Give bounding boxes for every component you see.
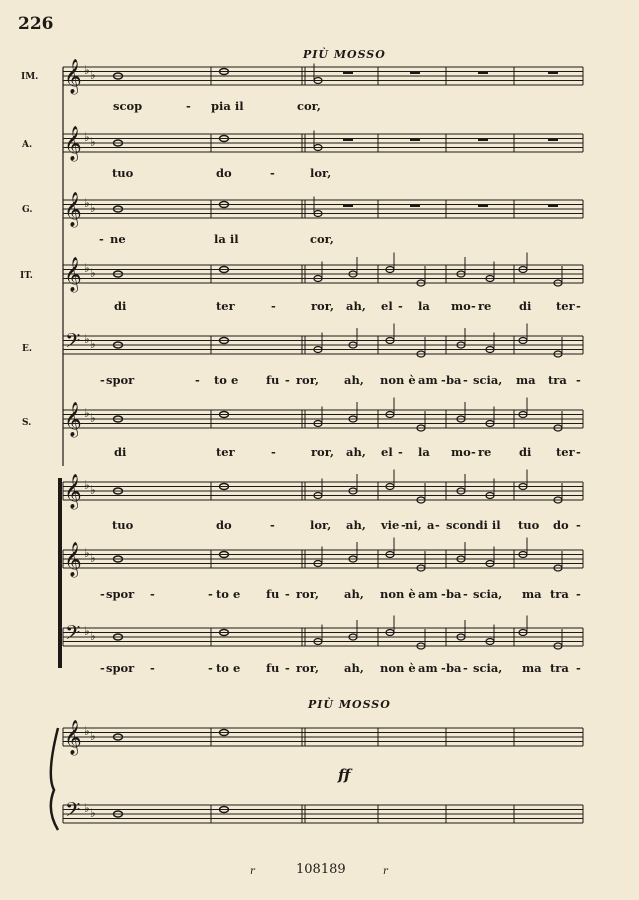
lyric-syllable: - — [100, 661, 105, 675]
flat-sign: ♭ — [84, 546, 90, 560]
lyric-syllable: fu — [266, 661, 280, 675]
lyric-syllable: ah, — [344, 587, 364, 601]
lyric-syllable: - — [285, 661, 290, 675]
lyric-syllable: ter — [216, 299, 235, 313]
lyric-syllable: ror, — [311, 445, 334, 459]
lyric-syllable: pia il — [211, 99, 244, 113]
rest — [548, 72, 558, 75]
lyric-syllable: - — [576, 373, 581, 387]
lyric-syllable: - — [463, 661, 468, 675]
lyric-syllable: tuo — [518, 518, 540, 532]
bass-clef: 𝄢 — [65, 798, 81, 826]
treble-clef: 𝄞 — [64, 474, 82, 509]
lyric-syllable: ba — [446, 373, 462, 387]
lyric-syllable: - — [398, 299, 403, 313]
rest — [478, 139, 488, 142]
lyric-syllable: la il — [214, 232, 239, 246]
lyric-syllable: scia, — [473, 373, 503, 387]
rest — [478, 72, 488, 75]
staff-label-im: IM. — [21, 72, 39, 82]
lyric-syllable: re — [478, 299, 492, 313]
lyric-syllable: el — [381, 445, 393, 459]
lyric-syllable: scia, — [473, 661, 503, 675]
flat-sign: ♭ — [84, 130, 90, 144]
lyric-syllable: ah, — [344, 661, 364, 675]
flat-sign: ♭ — [90, 729, 96, 743]
rest — [548, 139, 558, 142]
lyric-syllable: - — [441, 587, 446, 601]
lyric-syllable: ror, — [311, 299, 334, 313]
lyric-syllable: - — [441, 373, 446, 387]
lyric-syllable: - — [471, 445, 476, 459]
lyric-syllable: spor — [106, 587, 135, 601]
treble-clef: 𝄞 — [64, 126, 82, 161]
treble-clef: 𝄞 — [64, 542, 82, 577]
lyric-syllable: - — [285, 587, 290, 601]
treble-clef: 𝄞 — [64, 59, 82, 94]
lyric-syllable: scia, — [473, 587, 503, 601]
lyric-syllable: di — [114, 445, 127, 459]
choir-bracket — [58, 478, 62, 668]
lyric-syllable: vie — [381, 518, 400, 532]
lyric-syllable: - — [576, 661, 581, 675]
lyric-syllable: lor, — [310, 166, 332, 180]
lyric-syllable: - — [99, 232, 104, 246]
lyric-syllable: tuo — [112, 518, 134, 532]
flat-sign: ♭ — [90, 201, 96, 215]
rest — [478, 205, 488, 208]
flat-sign: ♭ — [90, 483, 96, 497]
flat-sign: ♭ — [90, 411, 96, 425]
lyric-syllable: - — [576, 587, 581, 601]
lyric-syllable: tuo — [112, 166, 134, 180]
lyric-syllable: - — [441, 661, 446, 675]
lyric-syllable: - — [150, 661, 155, 675]
rest — [410, 205, 420, 208]
lyric-syllable: ror, — [296, 661, 319, 675]
lyric-syllable: - — [270, 166, 275, 180]
lyric-syllable: ma — [522, 587, 542, 601]
lyric-syllable: to e — [216, 661, 241, 675]
dynamic-mark: ff — [338, 766, 351, 784]
treble-clef: 𝄞 — [64, 192, 82, 227]
lyric-syllable: lor, — [310, 518, 332, 532]
lyric-syllable: - — [576, 518, 581, 532]
lyric-syllable: tra — [548, 373, 567, 387]
flat-sign: ♭ — [84, 63, 90, 77]
lyric-syllable: el — [381, 299, 393, 313]
page-number: 226 — [18, 14, 54, 34]
lyric-syllable: re — [478, 445, 492, 459]
lyric-syllable: la — [418, 299, 430, 313]
footer-mark: r — [383, 866, 388, 877]
lyric-syllable: - — [100, 587, 105, 601]
lyric-syllable: ter — [556, 445, 575, 459]
lyric-syllable: ter — [556, 299, 575, 313]
lyric-syllable: - — [285, 373, 290, 387]
flat-sign: ♭ — [84, 801, 90, 815]
lyric-syllable: am — [418, 587, 438, 601]
lyric-syllable: - — [463, 373, 468, 387]
lyric-syllable: a — [427, 518, 435, 532]
lyric-syllable: mo — [451, 445, 471, 459]
lyric-syllable: - — [100, 373, 105, 387]
staff-label-g: G. — [22, 205, 33, 215]
treble-clef: 𝄞 — [64, 720, 82, 755]
treble-clef: 𝄞 — [64, 402, 82, 437]
footer-mark: r — [250, 866, 255, 877]
lyric-syllable: ah, — [344, 373, 364, 387]
piano-brace — [51, 728, 58, 830]
lyric-syllable: ah, — [346, 299, 366, 313]
lyric-syllable: - — [271, 299, 276, 313]
flat-sign: ♭ — [90, 337, 96, 351]
lyric-syllable: do — [216, 166, 232, 180]
lyric-syllable: ni, — [405, 518, 422, 532]
flat-sign: ♭ — [84, 196, 90, 210]
lyric-syllable: ror, — [296, 373, 319, 387]
flat-sign: ♭ — [90, 551, 96, 565]
lyric-syllable: scop — [113, 99, 143, 113]
lyric-syllable: to e — [216, 587, 241, 601]
flat-sign: ♭ — [84, 332, 90, 346]
lyric-syllable: - — [195, 373, 200, 387]
lyric-syllable: tra — [550, 587, 569, 601]
lyric-syllable: - — [471, 299, 476, 313]
lyric-syllable: di — [519, 445, 532, 459]
lyric-syllable: - — [401, 518, 406, 532]
lyric-syllable: ror, — [296, 587, 319, 601]
lyric-syllable: - — [576, 299, 581, 313]
staff-label-a: A. — [22, 140, 33, 150]
lyric-syllable: non è — [380, 373, 416, 387]
lyric-syllable: - — [576, 445, 581, 459]
staff-label-e: E. — [22, 344, 32, 354]
lyric-syllable: - — [186, 99, 191, 113]
lyric-syllable: non è — [380, 661, 416, 675]
lyric-syllable: do — [553, 518, 569, 532]
bass-clef: 𝄢 — [65, 329, 81, 357]
lyric-syllable: - — [270, 518, 275, 532]
lyric-syllable: ba — [446, 587, 462, 601]
lyric-syllable: di — [114, 299, 127, 313]
lyric-syllable: - — [208, 587, 213, 601]
lyric-syllable: ter — [216, 445, 235, 459]
rest — [548, 205, 558, 208]
lyric-syllable: - — [435, 518, 440, 532]
flat-sign: ♭ — [84, 478, 90, 492]
lyric-syllable: ma — [516, 373, 536, 387]
lyric-syllable: to e — [214, 373, 239, 387]
lyric-syllable: - — [271, 445, 276, 459]
lyric-syllable: ba — [446, 661, 462, 675]
lyric-syllable: cor, — [297, 99, 321, 113]
flat-sign: ♭ — [84, 261, 90, 275]
lyric-syllable: la — [418, 445, 430, 459]
lyric-syllable: am — [418, 373, 438, 387]
lyric-syllable: non è — [380, 587, 416, 601]
flat-sign: ♭ — [90, 629, 96, 643]
plate-number: 108189 — [296, 862, 346, 877]
lyric-syllable: - — [208, 661, 213, 675]
lyric-syllable: mo — [451, 299, 471, 313]
flat-sign: ♭ — [84, 624, 90, 638]
flat-sign: ♭ — [90, 806, 96, 820]
staff-label-it: IT. — [20, 271, 33, 281]
lyric-syllable: tra — [550, 661, 569, 675]
rest — [410, 72, 420, 75]
lyric-syllable: fu — [266, 373, 280, 387]
rest — [410, 139, 420, 142]
lyric-syllable: cor, — [310, 232, 334, 246]
rest — [343, 72, 353, 75]
bass-clef: 𝄢 — [65, 621, 81, 649]
lyric-syllable: scondi il — [446, 518, 501, 532]
lyric-syllable: ah, — [346, 518, 366, 532]
lyric-syllable: - — [463, 587, 468, 601]
lyric-syllable: spor — [106, 373, 135, 387]
lyric-syllable: ah, — [346, 445, 366, 459]
tempo-mark-top: PIÙ MOSSO — [303, 48, 386, 61]
lyric-syllable: ma — [522, 661, 542, 675]
rest — [343, 205, 353, 208]
rest — [343, 139, 353, 142]
treble-clef: 𝄞 — [64, 257, 82, 292]
lyric-syllable: do — [216, 518, 232, 532]
lyric-syllable: spor — [106, 661, 135, 675]
flat-sign: ♭ — [90, 135, 96, 149]
tempo-mark-piano: PIÙ MOSSO — [308, 698, 391, 711]
flat-sign: ♭ — [90, 68, 96, 82]
lyric-syllable: - — [150, 587, 155, 601]
lyric-syllable: am — [418, 661, 438, 675]
lyric-syllable: ne — [110, 232, 126, 246]
flat-sign: ♭ — [84, 724, 90, 738]
flat-sign: ♭ — [84, 406, 90, 420]
lyric-syllable: - — [398, 445, 403, 459]
lyric-syllable: fu — [266, 587, 280, 601]
lyric-syllable: di — [519, 299, 532, 313]
flat-sign: ♭ — [90, 266, 96, 280]
staff-label-s: S. — [22, 418, 32, 428]
